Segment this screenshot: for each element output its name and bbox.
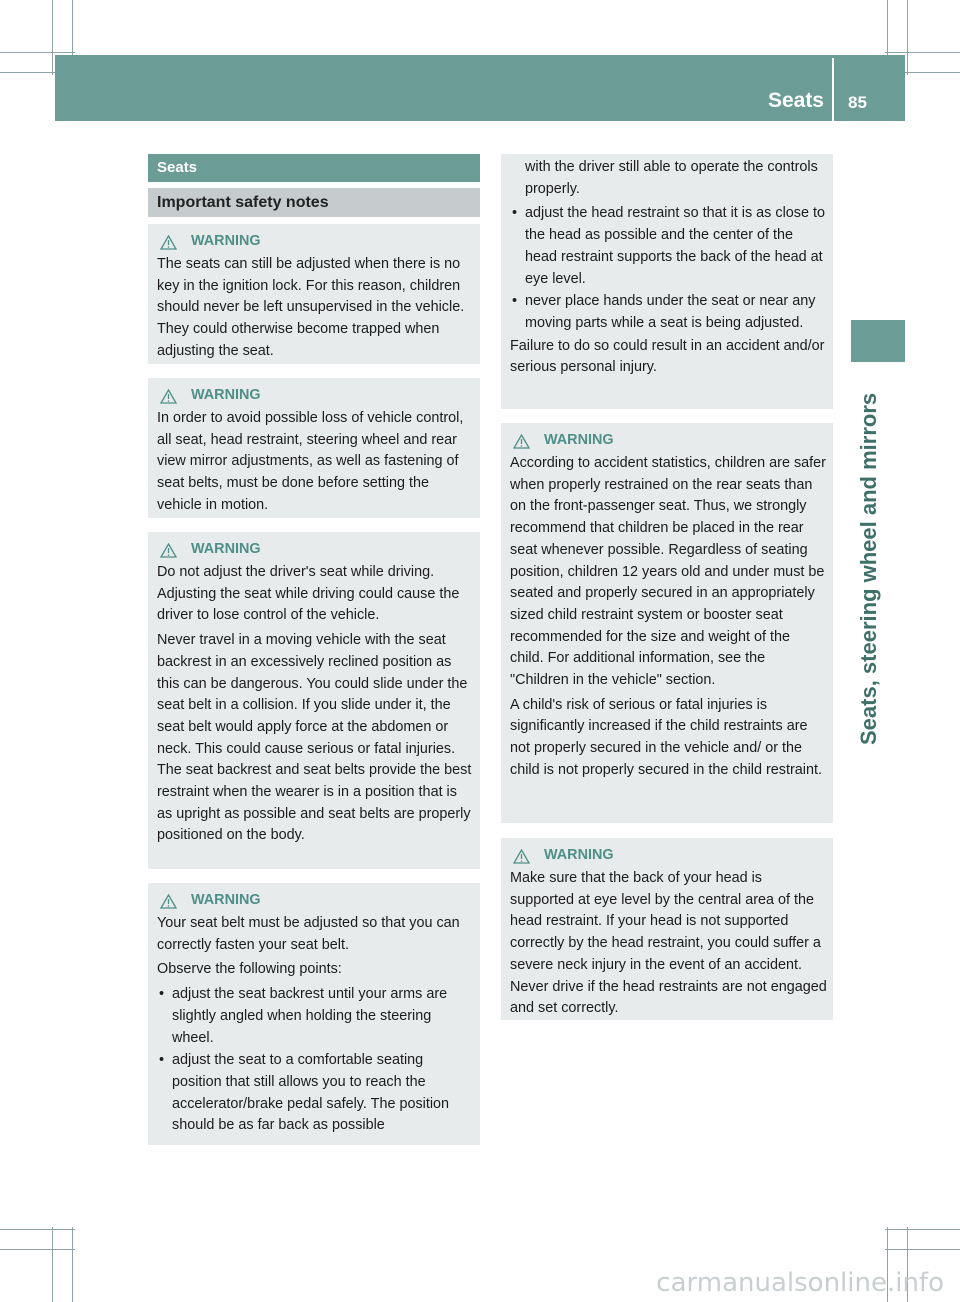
- warning-header: [157, 539, 474, 561]
- warning-triangle-icon: [160, 894, 177, 909]
- subsection-heading: Important safety notes: [148, 188, 480, 217]
- crop-mark: [52, 0, 53, 75]
- warning-label: WARNING: [191, 387, 261, 404]
- warning-label: WARNING: [544, 847, 614, 864]
- warning-header: [157, 231, 474, 253]
- running-header-title: Seats: [767, 89, 824, 112]
- continued-line: with the driver still able to operate the controls properly.: [525, 159, 818, 197]
- crop-mark: [0, 52, 75, 53]
- warning-box: [148, 532, 480, 869]
- warning-label: WARNING: [191, 892, 261, 909]
- warning-text: Never travel in a moving vehicle with the seat backrest in an excessively reclined position as this can be dangerous. You could slide under the seat belt in a collision. If you slide under it, the seat belt would apply force at the abdomen or neck. This could cause serious or fatal injuries. The seat backrest and seat belts provide the best restraint when the wearer is in a position that is as upright as possible and seat belts are properly positioned on the body.: [157, 632, 472, 844]
- warning-header: [157, 890, 474, 912]
- warning-text: Observe the following points:: [157, 961, 342, 978]
- warning-text: In order to avoid possible loss of vehicle control, all seat, head restraint, steering wheel and rear view mirror adjustments, as well as fastening of seat belts, must be done before setting the vehicle in motion.: [157, 410, 464, 513]
- warning-triangle-icon: [513, 849, 530, 864]
- warning-text: Do not adjust the driver's seat while driving. Adjusting the seat while driving could cause the driver to lose control of the vehicle.: [157, 564, 460, 624]
- warning-text: Failure to do so could result in an accident and/or serious personal injury.: [510, 337, 825, 376]
- warning-bullet-list: [157, 984, 474, 1137]
- crop-mark: [52, 1227, 53, 1302]
- warning-text: According to accident statistics, children are safer when properly restrained on the rear seats than on the front-passenger seat. Thus, we strongly recommend that children be placed in the rear seat whenever possible. Regardless of seating position, children 12 years old and under must be seated and properly secured in an appropriately sized child restraint system or booster seat recommended for the size and weight of the child. For additional information, see the "Children in the vehicle" section.: [510, 455, 826, 689]
- warning-triangle-icon: [160, 235, 177, 250]
- list-item: • adjust the seat to a comfortable seating position that still allows you to reach the accelerator/brake pedal safely. The position should be as far back as possible: [157, 1050, 474, 1137]
- warning-box-continued: [501, 154, 833, 409]
- list-item: • never place hands under the seat or near any moving parts while a seat is being adjusted.: [510, 291, 827, 334]
- header-divider: [832, 58, 834, 121]
- warning-box: [501, 838, 833, 1020]
- crop-mark: [0, 1229, 75, 1230]
- list-item: • adjust the head restraint so that it is as close to the head as possible and the center of the head restraint supports the back of the head at eye level.: [510, 203, 827, 290]
- chapter-label: Seats, steering wheel and mirrors: [856, 392, 881, 745]
- list-item: • adjust the seat backrest until your arms are slightly angled when holding the steering wheel.: [157, 984, 474, 1049]
- crop-mark: [885, 52, 960, 53]
- warning-triangle-icon: [160, 543, 177, 558]
- warning-label: WARNING: [191, 541, 261, 558]
- warning-box: [148, 378, 480, 518]
- watermark: carmanualsonline.info: [656, 1268, 944, 1298]
- warning-box: [501, 423, 833, 823]
- warning-box: [148, 883, 480, 1145]
- warning-triangle-icon: [160, 389, 177, 404]
- page-number: 85: [848, 93, 867, 112]
- warning-header: [510, 845, 827, 867]
- crop-mark: [72, 1227, 73, 1302]
- warning-label: WARNING: [191, 233, 261, 250]
- warning-triangle-icon: [513, 434, 530, 449]
- crop-mark: [885, 1229, 960, 1230]
- warning-text: Your seat belt must be adjusted so that you can correctly fasten your seat belt.: [157, 915, 460, 953]
- section-heading: Seats: [148, 154, 480, 182]
- crop-mark: [907, 0, 908, 75]
- crop-mark: [0, 1249, 75, 1250]
- warning-header: [510, 430, 827, 452]
- warning-box: [148, 224, 480, 364]
- chapter-tab: [851, 320, 905, 362]
- warning-bullet-list: [510, 203, 827, 334]
- crop-mark: [885, 1249, 960, 1250]
- warning-text: The seats can still be adjusted when there is no key in the ignition lock. For this reason, children should never be left unsupervised in the vehicle. They could otherwise become trapped when adjusting the seat.: [157, 256, 465, 359]
- warning-text: A child's risk of serious or fatal injuries is significantly increased if the child restraints are not properly secured in the vehicle and/ or the child is not properly secured in the child restraint.: [510, 696, 822, 778]
- warning-header: [157, 385, 474, 407]
- warning-label: WARNING: [544, 432, 614, 449]
- warning-text: Make sure that the back of your head is supported at eye level by the central area of the head restraint. If your head is not supported correctly by the head restraint, you could suffer a severe neck injury in the event of an accident. Never drive if the head restraints are not engaged and set correctly.: [510, 870, 827, 1017]
